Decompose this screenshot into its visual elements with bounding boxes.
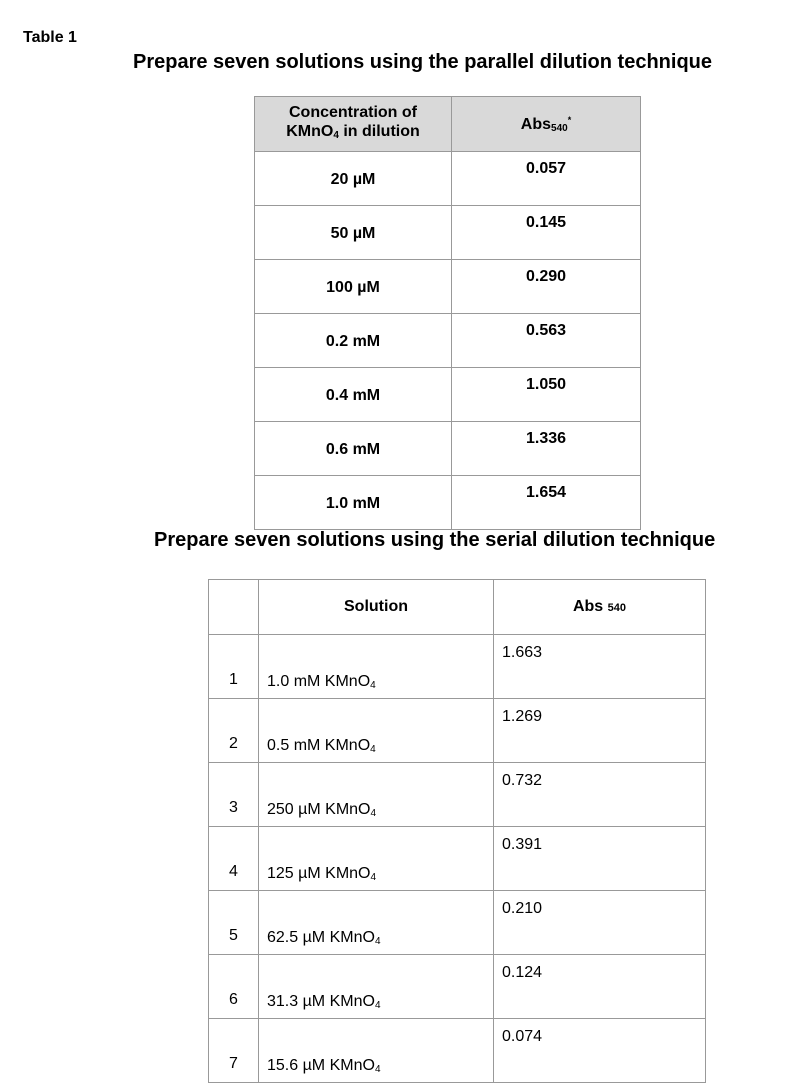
parallel-dilution-heading: Prepare seven solutions using the parallel dilution technique <box>133 51 713 73</box>
number-column-header <box>209 580 259 635</box>
absorbance-cell: 0.057 <box>452 152 641 206</box>
concentration-header-line1: Concentration of <box>289 104 417 121</box>
absorbance-cell: 1.336 <box>452 422 641 476</box>
solution-concentration: 31.3 µM <box>267 993 326 1010</box>
solution-compound: KMnO <box>325 801 371 818</box>
table-row <box>209 955 706 1019</box>
abs-cell: 0.732 <box>494 763 706 827</box>
abs-cell: 1.269 <box>494 699 706 763</box>
serial-dilution-heading: Prepare seven solutions using the serial dilution technique <box>154 529 716 551</box>
solution-compound: KMnO <box>329 929 375 946</box>
solution-cell <box>259 827 494 891</box>
abs-column-header <box>494 580 706 635</box>
absorbance-cell: 1.654 <box>452 476 641 530</box>
absorbance-cell: 1.050 <box>452 368 641 422</box>
absorbance-header-wavelength: 540 <box>551 122 568 134</box>
solution-cell <box>259 699 494 763</box>
table-row <box>255 152 641 206</box>
solution-concentration: 250 µM <box>267 801 321 818</box>
abs-cell: 0.074 <box>494 1019 706 1083</box>
solution-cell <box>259 891 494 955</box>
absorbance-header-footnote-mark: * <box>567 114 572 125</box>
table-row <box>255 314 641 368</box>
table-label: Table 1 <box>23 29 77 46</box>
solution-compound: KMnO <box>324 673 371 690</box>
solution-number-cell: 1 <box>209 635 259 699</box>
concentration-cell: 0.4 mM <box>255 368 452 422</box>
solution-number-cell: 4 <box>209 827 259 891</box>
parallel-header-row <box>255 97 641 152</box>
concentration-cell: 20 µM <box>255 152 452 206</box>
table-row <box>255 476 641 530</box>
abs-cell: 1.663 <box>494 635 706 699</box>
solution-concentration: 0.5 mM <box>267 737 321 754</box>
table-row <box>255 206 641 260</box>
solution-compound-subscript: 4 <box>374 1064 381 1075</box>
solution-compound-subscript: 4 <box>370 808 377 819</box>
concentration-cell: 0.2 mM <box>255 314 452 368</box>
table-row <box>255 422 641 476</box>
solution-concentration: 125 µM <box>267 865 321 882</box>
solution-column-header: Solution <box>259 580 494 635</box>
solution-compound: KMnO <box>329 1057 375 1074</box>
serial-header-row <box>209 580 706 635</box>
table-row <box>255 260 641 314</box>
concentration-header-compound: KMnO <box>286 123 334 140</box>
absorbance-cell: 0.563 <box>452 314 641 368</box>
solution-compound: KMnO <box>324 737 371 754</box>
solution-cell <box>259 763 494 827</box>
table-row <box>209 827 706 891</box>
serial-dilution-table <box>208 579 706 1083</box>
absorbance-column-header <box>452 97 641 152</box>
abs-cell: 0.391 <box>494 827 706 891</box>
solution-compound: KMnO <box>325 865 371 882</box>
table-row <box>255 368 641 422</box>
table-row <box>209 699 706 763</box>
absorbance-cell: 0.290 <box>452 260 641 314</box>
abs-header-label: Abs <box>572 598 604 615</box>
parallel-dilution-table <box>254 96 641 530</box>
table-row <box>209 635 706 699</box>
concentration-header-suffix: in dilution <box>338 123 420 140</box>
solution-compound-subscript: 4 <box>370 680 376 691</box>
solution-concentration: 1.0 mM <box>267 673 321 690</box>
solution-cell <box>259 635 494 699</box>
solution-concentration: 15.6 µM <box>267 1057 326 1074</box>
solution-number-cell: 7 <box>209 1019 259 1083</box>
abs-header-wavelength: 540 <box>607 602 627 614</box>
solution-compound-subscript: 4 <box>370 744 376 755</box>
table-row <box>209 891 706 955</box>
absorbance-cell: 0.145 <box>452 206 641 260</box>
abs-cell: 0.210 <box>494 891 706 955</box>
table-row <box>209 763 706 827</box>
concentration-cell: 1.0 mM <box>255 476 452 530</box>
solution-number-cell: 2 <box>209 699 259 763</box>
concentration-cell: 50 µM <box>255 206 452 260</box>
concentration-column-header <box>255 97 452 152</box>
solution-compound: KMnO <box>329 993 375 1010</box>
solution-cell <box>259 955 494 1019</box>
solution-cell <box>259 1019 494 1083</box>
solution-compound-subscript: 4 <box>374 1000 381 1011</box>
absorbance-header-label: Abs <box>520 115 552 133</box>
solution-number-cell: 6 <box>209 955 259 1019</box>
solution-compound-subscript: 4 <box>374 936 381 947</box>
solution-number-cell: 3 <box>209 763 259 827</box>
abs-cell: 0.124 <box>494 955 706 1019</box>
solution-concentration: 62.5 µM <box>267 929 326 946</box>
concentration-cell: 100 µM <box>255 260 452 314</box>
table-row <box>209 1019 706 1083</box>
concentration-header-subscript: 4 <box>333 130 339 141</box>
concentration-cell: 0.6 mM <box>255 422 452 476</box>
solution-compound-subscript: 4 <box>370 872 377 883</box>
solution-number-cell: 5 <box>209 891 259 955</box>
